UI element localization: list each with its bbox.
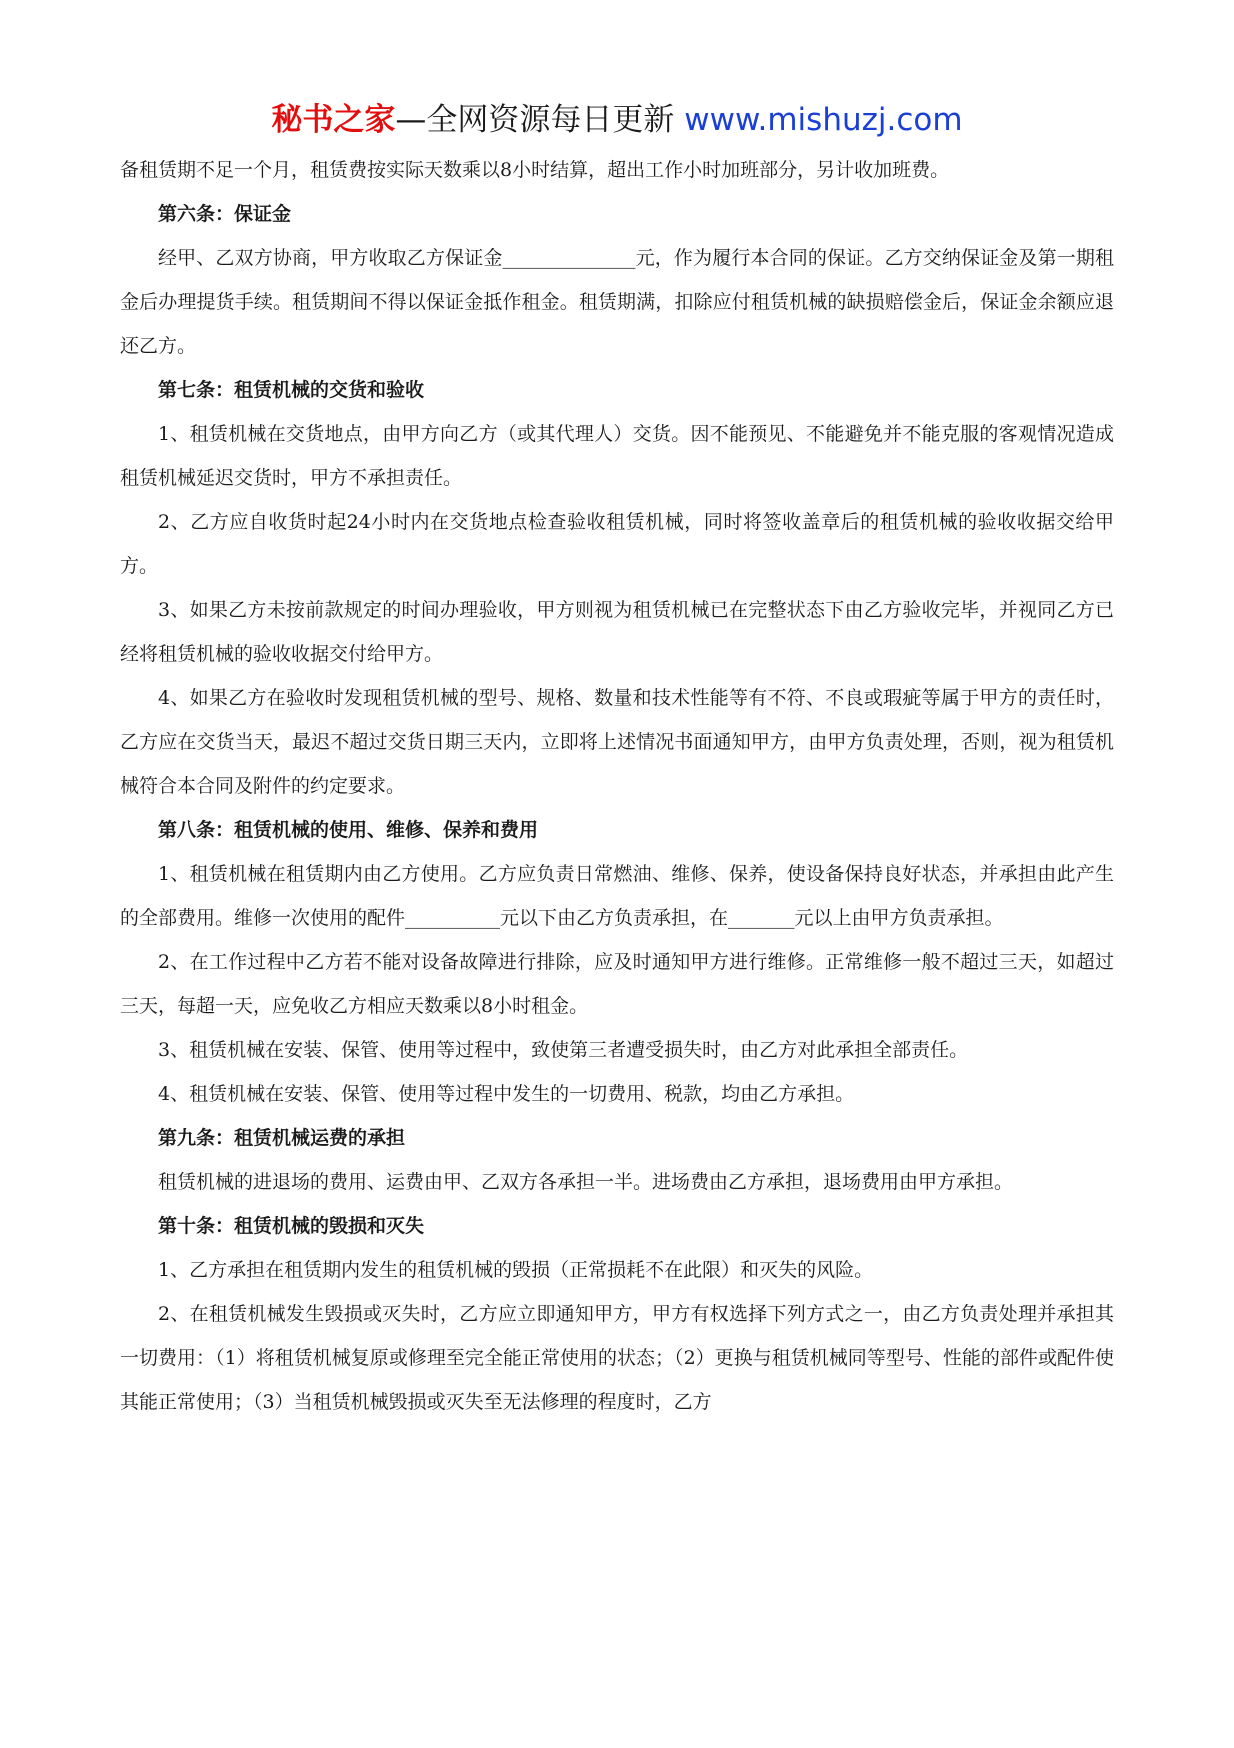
article-10-paragraph-1: 1、乙方承担在租赁期内发生的租赁机械的毁损（正常损耗不在此限）和灭失的风险。 (158, 1259, 874, 1281)
article-7-heading: 第七条：租赁机械的交货和验收 (158, 379, 425, 401)
brand-name: 秘书之家 (271, 102, 396, 138)
page-header (0, 100, 1234, 140)
article-9-paragraph-1: 租赁机械的进退场的费用、运费由甲、乙双方各承担一半。进场费由乙方承担，退场费用由甲方承担。 (158, 1171, 1014, 1193)
site-url-link[interactable]: www.mishuzj.com (684, 102, 963, 138)
article-7-paragraph-1: 1、租赁机械在交货地点，由甲方向乙方（或其代理人）交货。因不能预见、不能避免并不能克服的客观情况造成租赁机械延迟交货时，甲方不承担责任。 (120, 423, 1114, 489)
article-8-paragraph-3: 3、租赁机械在安装、保管、使用等过程中，致使第三者遭受损失时，由乙方对此承担全部责任。 (158, 1039, 969, 1061)
article-8-heading: 第八条：租赁机械的使用、维修、保养和费用 (158, 819, 539, 841)
article-10-paragraph-2: 2、在租赁机械发生毁损或灭失时，乙方应立即通知甲方，甲方有权选择下列方式之一，由乙方负责处理并承担其一切费用：（1）将租赁机械复原或修理至完全能正常使用的状态；（2）更换与租赁机械同等型号、性能的部件或配件使其能正常使用；（3）当租赁机械毁损或灭失至无法修理的程度时，乙方 (120, 1303, 1114, 1413)
article-10-heading: 第十条：租赁机械的毁损和灭失 (158, 1215, 425, 1237)
article-7-paragraph-4: 4、如果乙方在验收时发现租赁机械的型号、规格、数量和技术性能等有不符、不良或瑕疵等属于甲方的责任时，乙方应在交货当天，最迟不超过交货日期三天内，立即将上述情况书面通知甲方，由甲方负责处理，否则，视为租赁机械符合本合同及附件的约定要求。 (120, 687, 1114, 797)
article-6-paragraph-1: 经甲、乙双方协商，甲方收取乙方保证金______________元，作为履行本合同的保证。乙方交纳保证金及第一期租金后办理提货手续。租赁期间不得以保证金抵作租金。租赁期满，扣除应付租赁机械的缺损赔偿金后，保证金余额应退还乙方。 (120, 247, 1114, 357)
header-tagline: —全网资源每日更新 (395, 102, 675, 138)
article-6-heading: 第六条：保证金 (158, 203, 292, 225)
document-body (120, 148, 1114, 1424)
continued-paragraph: 备租赁期不足一个月，租赁费按实际天数乘以8小时结算，超出工作小时加班部分，另计收加班费。 (120, 159, 950, 181)
article-8-paragraph-1: 1、租赁机械在租赁期内由乙方使用。乙方应负责日常燃油、维修、保养，使设备保持良好状态，并承担由此产生的全部费用。维修一次使用的配件__________元以下由乙方负责承担，在_______元以上由甲方负责承担。 (120, 863, 1114, 929)
article-7-paragraph-2: 2、乙方应自收货时起24小时内在交货地点检查验收租赁机械，同时将签收盖章后的租赁机械的验收收据交给甲方。 (120, 511, 1114, 577)
article-7-paragraph-3: 3、如果乙方未按前款规定的时间办理验收，甲方则视为租赁机械已在完整状态下由乙方验收完毕，并视同乙方已经将租赁机械的验收收据交付给甲方。 (120, 599, 1114, 665)
article-8-paragraph-2: 2、在工作过程中乙方若不能对设备故障进行排除，应及时通知甲方进行维修。正常维修一般不超过三天，如超过三天，每超一天，应免收乙方相应天数乘以8小时租金。 (120, 951, 1114, 1017)
article-8-paragraph-4: 4、租赁机械在安装、保管、使用等过程中发生的一切费用、税款，均由乙方承担。 (158, 1083, 855, 1105)
article-9-heading: 第九条：租赁机械运费的承担 (158, 1127, 406, 1149)
